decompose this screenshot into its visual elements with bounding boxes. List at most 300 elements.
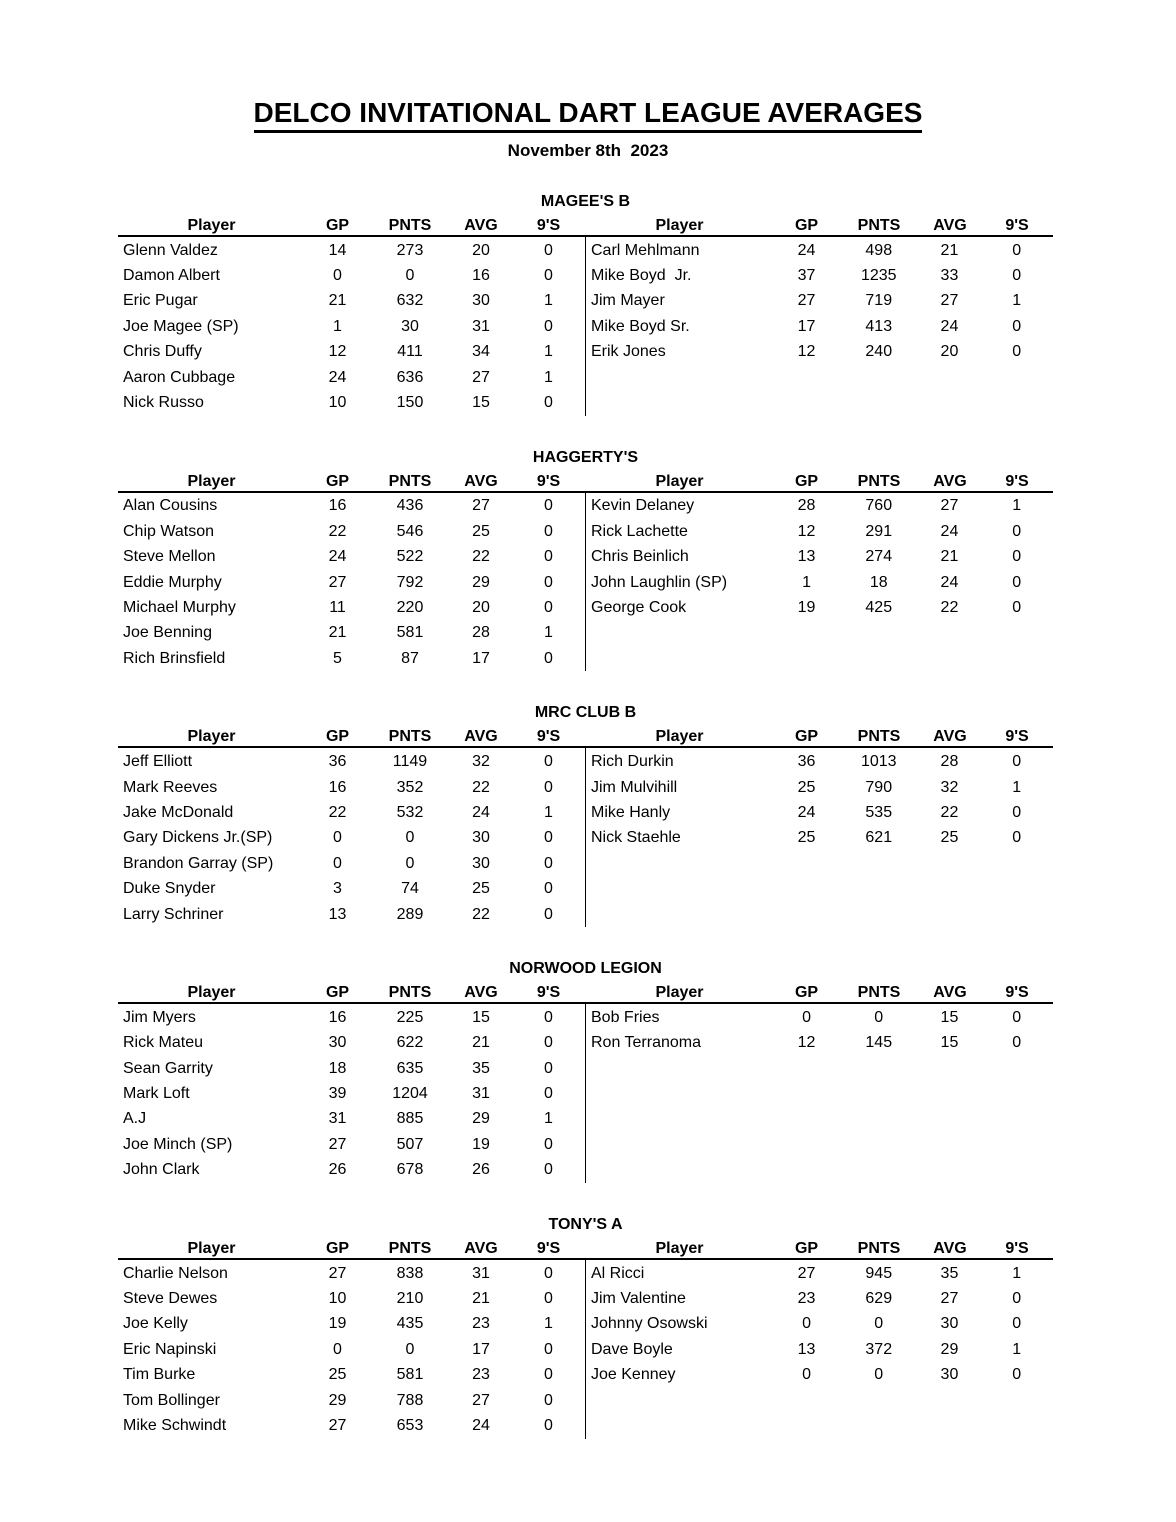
avg-cell: 27 bbox=[940, 1290, 959, 1308]
pnts-cell: 0 bbox=[405, 267, 415, 285]
pnts-cell: 413 bbox=[865, 317, 893, 335]
pnts-cell: 522 bbox=[396, 548, 424, 566]
avg-cell: 28 bbox=[472, 624, 490, 642]
pnts-cell: 885 bbox=[396, 1110, 424, 1128]
col-header-gp: GP bbox=[794, 728, 819, 746]
pnts-cell: 87 bbox=[401, 649, 419, 667]
pnts-cell: 635 bbox=[396, 1059, 424, 1077]
table-row bbox=[586, 595, 1053, 620]
table-row bbox=[118, 595, 585, 620]
gp-cell: 19 bbox=[328, 1315, 347, 1333]
pnts-cell: 0 bbox=[405, 1340, 415, 1358]
pnts-cell: 581 bbox=[396, 1366, 424, 1384]
col-header-gp: GP bbox=[325, 472, 350, 490]
page-date: November 8th 2023 bbox=[507, 141, 669, 160]
gp-cell: 25 bbox=[328, 1366, 347, 1384]
pnts-cell: 535 bbox=[865, 803, 893, 821]
table-row bbox=[118, 263, 585, 288]
nines-cell: 0 bbox=[544, 241, 553, 259]
player-name-cell: A.J bbox=[123, 1110, 147, 1128]
avg-cell: 30 bbox=[472, 829, 490, 847]
gp-cell: 10 bbox=[328, 1290, 347, 1308]
avg-cell: 25 bbox=[472, 522, 490, 540]
player-name-cell: Chip Watson bbox=[123, 522, 214, 540]
pnts-cell: 150 bbox=[396, 394, 424, 412]
pnts-cell: 436 bbox=[396, 497, 424, 515]
col-header-avg: AVG bbox=[464, 1239, 498, 1257]
nines-cell: 0 bbox=[1012, 1034, 1022, 1052]
table-row bbox=[118, 340, 585, 365]
col-header-nines: 9'S bbox=[536, 728, 561, 746]
avg-cell: 21 bbox=[472, 1034, 490, 1052]
gp-cell: 26 bbox=[328, 1161, 347, 1179]
col-header-player: Player bbox=[655, 1239, 704, 1257]
col-header-gp: GP bbox=[325, 1239, 350, 1257]
player-name-cell: Joe Kenney bbox=[591, 1366, 676, 1384]
table-header-row bbox=[118, 728, 1053, 746]
avg-cell: 27 bbox=[940, 292, 959, 310]
header-right-half bbox=[585, 1240, 1053, 1258]
col-header-nines: 9'S bbox=[536, 984, 561, 1002]
page-title bbox=[0, 97, 1176, 133]
avg-cell: 32 bbox=[472, 753, 490, 771]
player-name-cell: Bob Fries bbox=[591, 1008, 660, 1026]
table-row bbox=[586, 570, 1053, 595]
nines-cell: 0 bbox=[544, 1340, 553, 1358]
pnts-cell: 145 bbox=[865, 1034, 893, 1052]
pnts-cell: 621 bbox=[865, 829, 893, 847]
table-row bbox=[118, 1388, 585, 1413]
table-row bbox=[586, 1363, 1053, 1388]
gp-cell: 39 bbox=[328, 1085, 347, 1103]
col-header-player: Player bbox=[655, 472, 704, 490]
section-title: MRC CLUB B bbox=[534, 704, 637, 722]
player-name-cell: Jim Myers bbox=[123, 1008, 196, 1026]
player-name-cell: Aaron Cubbage bbox=[123, 368, 236, 386]
player-name-cell: Tim Burke bbox=[123, 1366, 196, 1384]
nines-cell: 1 bbox=[544, 292, 553, 310]
col-header-player: Player bbox=[655, 984, 704, 1002]
player-name-cell: Chris Duffy bbox=[123, 343, 202, 361]
nines-cell: 0 bbox=[544, 317, 553, 335]
gp-cell: 27 bbox=[328, 573, 347, 591]
table-row bbox=[118, 494, 585, 519]
table-row bbox=[118, 1107, 585, 1132]
player-name-cell: Eric Napinski bbox=[123, 1340, 217, 1358]
player-name-cell: Tom Bollinger bbox=[123, 1391, 220, 1409]
gp-cell: 0 bbox=[333, 267, 342, 285]
table-row bbox=[118, 902, 585, 927]
pnts-cell: 0 bbox=[874, 1008, 884, 1026]
table-row bbox=[118, 1312, 585, 1337]
nines-cell: 0 bbox=[544, 1290, 553, 1308]
avg-cell: 21 bbox=[472, 1290, 490, 1308]
nines-cell: 0 bbox=[544, 497, 553, 515]
col-header-pnts: PNTS bbox=[857, 728, 901, 746]
table-row bbox=[118, 646, 585, 671]
nines-cell: 0 bbox=[544, 1366, 553, 1384]
col-header-nines: 9'S bbox=[1005, 984, 1029, 1002]
pnts-cell: 0 bbox=[405, 854, 415, 872]
table-row bbox=[118, 1337, 585, 1362]
nines-cell: 0 bbox=[1012, 1366, 1022, 1384]
gp-cell: 0 bbox=[802, 1008, 812, 1026]
nines-cell: 0 bbox=[544, 649, 553, 667]
player-name-cell: Jim Mulvihill bbox=[591, 778, 678, 796]
table-row bbox=[118, 1413, 585, 1438]
nines-cell: 0 bbox=[1012, 241, 1022, 259]
player-name-cell: Jeff Elliott bbox=[123, 753, 193, 771]
right-player-list bbox=[585, 237, 1053, 416]
player-name-cell: Joe Benning bbox=[123, 624, 212, 642]
pnts-cell: 240 bbox=[865, 343, 893, 361]
avg-cell: 22 bbox=[472, 548, 490, 566]
pnts-cell: 273 bbox=[396, 241, 424, 259]
gp-cell: 37 bbox=[797, 267, 816, 285]
nines-cell: 1 bbox=[544, 343, 553, 361]
table-body bbox=[118, 1002, 1053, 1183]
pnts-cell: 74 bbox=[401, 880, 419, 898]
nines-cell: 0 bbox=[1012, 1315, 1022, 1333]
col-header-pnts: PNTS bbox=[857, 217, 901, 234]
pnts-cell: 1204 bbox=[392, 1085, 428, 1103]
nines-cell: 0 bbox=[1012, 829, 1022, 847]
avg-cell: 15 bbox=[472, 394, 490, 412]
nines-cell: 0 bbox=[1012, 598, 1022, 616]
avg-cell: 33 bbox=[940, 267, 959, 285]
nines-cell: 0 bbox=[1012, 317, 1022, 335]
table-row bbox=[586, 800, 1053, 825]
gp-cell: 24 bbox=[797, 803, 816, 821]
col-header-nines: 9'S bbox=[1005, 217, 1029, 234]
table-row bbox=[586, 494, 1053, 519]
nines-cell: 1 bbox=[544, 368, 553, 386]
gp-cell: 17 bbox=[797, 317, 816, 335]
table-row bbox=[586, 1337, 1053, 1362]
player-name-cell: Rich Brinsfield bbox=[123, 649, 226, 667]
col-header-avg: AVG bbox=[464, 728, 498, 746]
gp-cell: 22 bbox=[328, 803, 347, 821]
table-body bbox=[118, 491, 1053, 672]
avg-cell: 24 bbox=[940, 522, 959, 540]
pnts-cell: 790 bbox=[865, 778, 893, 796]
gp-cell: 21 bbox=[328, 292, 347, 310]
pnts-cell: 788 bbox=[396, 1391, 424, 1409]
player-name-cell: Jim Mayer bbox=[591, 292, 665, 310]
avg-cell: 27 bbox=[472, 368, 490, 386]
averages-table bbox=[118, 984, 1053, 1183]
header-left-half bbox=[118, 473, 585, 491]
left-player-list bbox=[118, 237, 585, 416]
col-header-player: Player bbox=[187, 217, 236, 234]
player-name-cell: Joe Magee (SP) bbox=[123, 317, 239, 335]
nines-cell: 0 bbox=[544, 573, 553, 591]
header-left-half bbox=[118, 984, 585, 1002]
player-name-cell: Johnny Osowski bbox=[591, 1315, 708, 1333]
table-row bbox=[118, 1005, 585, 1030]
nines-cell: 1 bbox=[1012, 497, 1022, 515]
table-body bbox=[118, 235, 1053, 416]
table-row bbox=[586, 826, 1053, 851]
avg-cell: 20 bbox=[472, 241, 490, 259]
gp-cell: 27 bbox=[328, 1264, 347, 1282]
table-row bbox=[118, 1261, 585, 1286]
table-row bbox=[586, 289, 1053, 314]
player-name-cell: Rick Mateu bbox=[123, 1034, 204, 1052]
player-name-cell: Duke Snyder bbox=[123, 880, 216, 898]
gp-cell: 13 bbox=[797, 1340, 816, 1358]
nines-cell: 0 bbox=[544, 394, 553, 412]
nines-cell: 1 bbox=[1012, 1264, 1022, 1282]
gp-cell: 0 bbox=[333, 1340, 342, 1358]
pnts-cell: 411 bbox=[397, 343, 423, 361]
left-player-list bbox=[118, 1260, 585, 1439]
player-name-cell: Joe Minch (SP) bbox=[123, 1135, 233, 1153]
avg-cell: 19 bbox=[472, 1135, 490, 1153]
player-name-cell: Nick Staehle bbox=[591, 829, 681, 847]
player-name-cell: Mark Loft bbox=[123, 1085, 190, 1103]
gp-cell: 11 bbox=[329, 598, 346, 616]
player-name-cell: George Cook bbox=[591, 598, 687, 616]
header-left-half bbox=[118, 1240, 585, 1258]
player-name-cell: Mike Hanly bbox=[591, 803, 671, 821]
nines-cell: 0 bbox=[544, 1416, 553, 1434]
table-row bbox=[586, 1005, 1053, 1030]
nines-cell: 0 bbox=[544, 1059, 553, 1077]
right-player-list bbox=[585, 1260, 1053, 1439]
nines-cell: 0 bbox=[1012, 1008, 1022, 1026]
player-name-cell: Mike Boyd Sr. bbox=[591, 317, 690, 335]
col-header-avg: AVG bbox=[933, 472, 967, 490]
gp-cell: 24 bbox=[328, 548, 347, 566]
team-section bbox=[0, 1216, 1176, 1439]
player-name-cell: Mike Schwindt bbox=[123, 1416, 227, 1434]
player-name-cell: Alan Cousins bbox=[123, 497, 218, 515]
col-header-avg: AVG bbox=[933, 728, 967, 746]
pnts-cell: 372 bbox=[865, 1340, 893, 1358]
gp-cell: 25 bbox=[797, 778, 816, 796]
nines-cell: 1 bbox=[544, 803, 553, 821]
header-right-half bbox=[585, 217, 1053, 235]
player-name-cell: Charlie Nelson bbox=[123, 1264, 228, 1282]
nines-cell: 0 bbox=[544, 753, 553, 771]
nines-cell: 0 bbox=[544, 548, 553, 566]
avg-cell: 32 bbox=[940, 778, 959, 796]
avg-cell: 25 bbox=[472, 880, 490, 898]
gp-cell: 10 bbox=[328, 394, 347, 412]
team-sections bbox=[0, 193, 1176, 1439]
right-player-list bbox=[585, 748, 1053, 927]
col-header-nines: 9'S bbox=[536, 1239, 561, 1257]
player-name-cell: Eddie Murphy bbox=[123, 573, 222, 591]
nines-cell: 0 bbox=[1012, 343, 1022, 361]
nines-cell: 0 bbox=[544, 854, 553, 872]
col-header-avg: AVG bbox=[933, 1239, 967, 1257]
player-name-cell: Ron Terranoma bbox=[591, 1034, 701, 1052]
avg-cell: 22 bbox=[940, 598, 959, 616]
table-row bbox=[118, 289, 585, 314]
left-player-list bbox=[118, 748, 585, 927]
pnts-cell: 792 bbox=[396, 573, 424, 591]
averages-table bbox=[118, 217, 1053, 416]
avg-cell: 30 bbox=[472, 854, 490, 872]
pnts-cell: 1013 bbox=[860, 753, 897, 771]
table-row bbox=[118, 826, 585, 851]
pnts-cell: 581 bbox=[396, 624, 424, 642]
gp-cell: 22 bbox=[328, 522, 347, 540]
col-header-pnts: PNTS bbox=[857, 1239, 901, 1257]
avg-cell: 27 bbox=[472, 497, 490, 515]
gp-cell: 0 bbox=[802, 1315, 812, 1333]
player-name-cell: Kevin Delaney bbox=[591, 497, 695, 515]
nines-cell: 0 bbox=[544, 522, 553, 540]
nines-cell: 1 bbox=[1012, 1340, 1022, 1358]
nines-cell: 1 bbox=[1012, 778, 1022, 796]
avg-cell: 17 bbox=[472, 649, 490, 667]
table-row bbox=[586, 1312, 1053, 1337]
section-title: HAGGERTY'S bbox=[532, 448, 639, 466]
player-name-cell: Mark Reeves bbox=[123, 778, 218, 796]
avg-cell: 27 bbox=[940, 497, 959, 515]
section-title: NORWOOD LEGION bbox=[509, 960, 662, 978]
player-name-cell: Jake McDonald bbox=[123, 803, 234, 821]
player-name-cell: Glenn Valdez bbox=[123, 241, 218, 259]
gp-cell: 27 bbox=[328, 1416, 347, 1434]
col-header-pnts: PNTS bbox=[388, 217, 432, 234]
nines-cell: 0 bbox=[544, 778, 553, 796]
col-header-gp: GP bbox=[325, 217, 350, 234]
player-name-cell: Rick Lachette bbox=[591, 522, 688, 540]
avg-cell: 29 bbox=[472, 573, 490, 591]
nines-cell: 0 bbox=[544, 1161, 553, 1179]
pnts-cell: 636 bbox=[396, 368, 424, 386]
pnts-cell: 210 bbox=[396, 1290, 424, 1308]
table-body bbox=[118, 1258, 1053, 1439]
player-name-cell: Nick Russo bbox=[123, 394, 204, 412]
section-title: MAGEE'S B bbox=[540, 193, 631, 210]
avg-cell: 15 bbox=[940, 1034, 959, 1052]
table-row bbox=[118, 851, 585, 876]
nines-cell: 0 bbox=[544, 267, 553, 285]
nines-cell: 0 bbox=[1012, 522, 1022, 540]
gp-cell: 19 bbox=[797, 598, 816, 616]
nines-cell: 0 bbox=[544, 1034, 553, 1052]
avg-cell: 22 bbox=[472, 778, 490, 796]
table-row bbox=[586, 1261, 1053, 1286]
col-header-avg: AVG bbox=[464, 984, 498, 1002]
pnts-cell: 498 bbox=[865, 241, 893, 259]
nines-cell: 0 bbox=[1012, 753, 1022, 771]
col-header-avg: AVG bbox=[464, 217, 498, 234]
gp-cell: 1 bbox=[802, 573, 812, 591]
gp-cell: 3 bbox=[333, 880, 342, 898]
nines-cell: 1 bbox=[1012, 292, 1022, 310]
left-player-list bbox=[118, 1004, 585, 1183]
table-row bbox=[118, 390, 585, 415]
gp-cell: 29 bbox=[328, 1391, 347, 1409]
table-body bbox=[118, 746, 1053, 927]
gp-cell: 28 bbox=[797, 497, 816, 515]
gp-cell: 18 bbox=[328, 1059, 347, 1077]
col-header-pnts: PNTS bbox=[388, 728, 432, 746]
nines-cell: 0 bbox=[544, 880, 553, 898]
nines-cell: 0 bbox=[1012, 548, 1022, 566]
col-header-player: Player bbox=[655, 728, 704, 746]
table-row bbox=[118, 621, 585, 646]
nines-cell: 0 bbox=[544, 1391, 553, 1409]
nines-cell: 0 bbox=[1012, 267, 1022, 285]
gp-cell: 36 bbox=[797, 753, 816, 771]
player-name-cell: Dave Boyle bbox=[591, 1340, 673, 1358]
gp-cell: 24 bbox=[328, 368, 347, 386]
nines-cell: 1 bbox=[544, 1315, 553, 1333]
table-row bbox=[118, 1158, 585, 1183]
team-section bbox=[0, 704, 1176, 927]
pnts-cell: 425 bbox=[865, 598, 893, 616]
right-player-list bbox=[585, 493, 1053, 672]
col-header-nines: 9'S bbox=[536, 472, 561, 490]
header-right-half bbox=[585, 473, 1053, 491]
gp-cell: 16 bbox=[328, 497, 347, 515]
table-row bbox=[118, 570, 585, 595]
avg-cell: 24 bbox=[472, 1416, 490, 1434]
avg-cell: 31 bbox=[472, 317, 490, 335]
avg-cell: 30 bbox=[940, 1315, 959, 1333]
avg-cell: 20 bbox=[940, 343, 959, 361]
pnts-cell: 629 bbox=[865, 1290, 893, 1308]
avg-cell: 15 bbox=[940, 1008, 959, 1026]
col-header-pnts: PNTS bbox=[857, 984, 901, 1002]
gp-cell: 0 bbox=[333, 829, 342, 847]
player-name-cell: Gary Dickens Jr.(SP) bbox=[123, 829, 273, 847]
avg-cell: 17 bbox=[472, 1340, 490, 1358]
gp-cell: 12 bbox=[797, 522, 816, 540]
table-header-row bbox=[118, 473, 1053, 491]
table-row bbox=[118, 1056, 585, 1081]
table-row bbox=[118, 775, 585, 800]
table-row bbox=[586, 238, 1053, 263]
table-row bbox=[118, 1286, 585, 1311]
player-name-cell: John Laughlin (SP) bbox=[591, 573, 728, 591]
avg-cell: 24 bbox=[472, 803, 490, 821]
avg-cell: 21 bbox=[940, 548, 959, 566]
table-row bbox=[586, 749, 1053, 774]
gp-cell: 23 bbox=[797, 1290, 816, 1308]
team-section bbox=[0, 449, 1176, 672]
player-name-cell: Mike Boyd Jr. bbox=[591, 267, 692, 285]
gp-cell: 25 bbox=[797, 829, 816, 847]
gp-cell: 27 bbox=[797, 292, 816, 310]
team-section bbox=[0, 960, 1176, 1183]
pnts-cell: 0 bbox=[874, 1366, 884, 1384]
header-left-half bbox=[118, 728, 585, 746]
avg-cell: 22 bbox=[472, 905, 490, 923]
gp-cell: 16 bbox=[328, 1008, 347, 1026]
nines-cell: 0 bbox=[544, 1008, 553, 1026]
nines-cell: 1 bbox=[544, 1110, 553, 1128]
col-header-gp: GP bbox=[794, 472, 819, 490]
nines-cell: 0 bbox=[1012, 803, 1022, 821]
pnts-cell: 945 bbox=[865, 1264, 893, 1282]
avg-cell: 25 bbox=[940, 829, 959, 847]
pnts-cell: 622 bbox=[396, 1034, 424, 1052]
avg-cell: 29 bbox=[940, 1340, 959, 1358]
pnts-cell: 30 bbox=[401, 317, 419, 335]
nines-cell: 0 bbox=[544, 829, 553, 847]
pnts-cell: 1235 bbox=[860, 267, 897, 285]
avg-cell: 31 bbox=[472, 1264, 490, 1282]
col-header-gp: GP bbox=[325, 728, 350, 746]
